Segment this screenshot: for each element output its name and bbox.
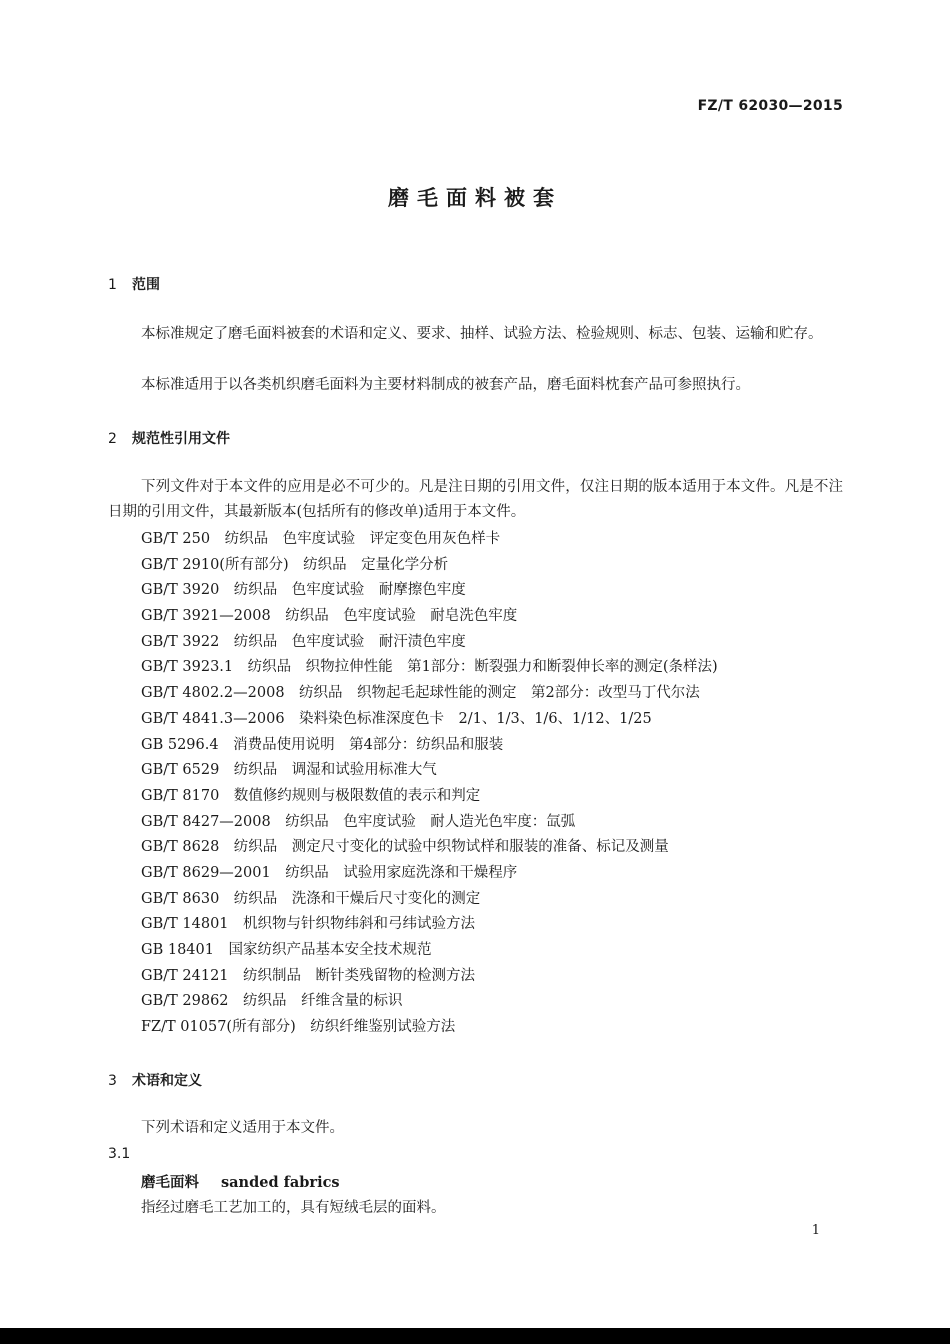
section-title: 术语和定义 — [132, 1073, 202, 1089]
bottom-edge-bar — [0, 1328, 950, 1344]
reference-item: GB/T 8427—2008 纺织品 色牢度试验 耐人造光色牢度：氙弧 — [141, 813, 576, 830]
reference-item: GB/T 14801 机织物与针织物纬斜和弓纬试验方法 — [141, 916, 476, 933]
reference-item: GB/T 4841.3—2006 染料染色标准深度色卡 2/1、1/3、1/6、1/12、1/25 — [141, 710, 652, 727]
reference-item: GB 5296.4 消费品使用说明 第4部分：纺织品和服装 — [141, 736, 504, 753]
reference-list — [141, 527, 861, 1041]
reference-item: GB/T 3921—2008 纺织品 色牢度试验 耐皂洗色牢度 — [141, 608, 518, 625]
section-3-heading — [108, 1070, 202, 1090]
page-number: 1 — [811, 1223, 820, 1238]
section-number: 1 — [108, 277, 117, 293]
reference-item: GB/T 4802.2—2008 纺织品 织物起毛起球性能的测定 第2部分：改型马丁代尔法 — [141, 685, 700, 702]
standard-code: FZ/T 62030—2015 — [697, 98, 843, 114]
reference-item: GB/T 6529 纺织品 调湿和试验用标准大气 — [141, 762, 437, 779]
section-number: 3 — [108, 1073, 117, 1089]
term-name-en: sanded fabrics — [221, 1174, 340, 1191]
terms-intro: 下列术语和定义适用于本文件。 — [141, 1120, 344, 1136]
reference-item: GB/T 8170 数值修约规则与极限数值的表示和判定 — [141, 787, 481, 804]
section-2-heading — [108, 428, 230, 448]
reference-item: GB/T 250 纺织品 色牢度试验 评定变色用灰色样卡 — [141, 531, 501, 547]
section-number: 2 — [108, 431, 117, 447]
reference-item: GB/T 2910(所有部分) 纺织品 定量化学分析 — [141, 556, 449, 573]
reference-item: GB/T 8630 纺织品 洗涤和干燥后尺寸变化的测定 — [141, 890, 481, 907]
references-intro: 下列文件对于本文件的应用是必不可少的。凡是注日期的引用文件，仅注日期的版本适用于本文件。凡是不注日期的引用文件，其最新版本(包括所有的修改单)适用于本文件。 — [108, 479, 843, 520]
term-definition: 指经过磨毛工艺加工的，具有短绒毛层的面料。 — [141, 1200, 446, 1216]
section-title: 规范性引用文件 — [132, 431, 230, 447]
term-name-zh: 磨毛面料 — [141, 1174, 199, 1191]
section-1-heading — [108, 274, 160, 294]
reference-item: GB 18401 国家纺织产品基本安全技术规范 — [141, 942, 432, 958]
reference-item: GB/T 3920 纺织品 色牢度试验 耐摩擦色牢度 — [141, 582, 466, 599]
reference-item: GB/T 24121 纺织制品 断针类残留物的检测方法 — [141, 967, 476, 984]
section-title: 范围 — [132, 277, 160, 293]
reference-item: FZ/T 01057(所有部分) 纺织纤维鉴别试验方法 — [141, 1019, 456, 1036]
scope-paragraph-2: 本标准适用于以各类机织磨毛面料为主要材料制成的被套产品，磨毛面料枕套产品可参照执行。 — [141, 377, 750, 393]
term-name — [141, 1171, 340, 1192]
reference-item: GB/T 29862 纺织品 纤维含量的标识 — [141, 993, 403, 1010]
reference-item: GB/T 3923.1 纺织品 织物拉伸性能 第1部分：断裂强力和断裂伸长率的测定(条样法) — [141, 659, 718, 676]
document-title: 磨毛面料被套 — [388, 186, 562, 210]
reference-item: GB/T 8629—2001 纺织品 试验用家庭洗涤和干燥程序 — [141, 864, 518, 881]
term-number: 3.1 — [108, 1146, 131, 1162]
reference-item: GB/T 3922 纺织品 色牢度试验 耐汗渍色牢度 — [141, 633, 466, 650]
scope-paragraph-1: 本标准规定了磨毛面料被套的术语和定义、要求、抽样、试验方法、检验规则、标志、包装、运输和贮存。 — [141, 326, 823, 342]
reference-item: GB/T 8628 纺织品 测定尺寸变化的试验中织物试样和服装的准备、标记及测量 — [141, 839, 669, 856]
